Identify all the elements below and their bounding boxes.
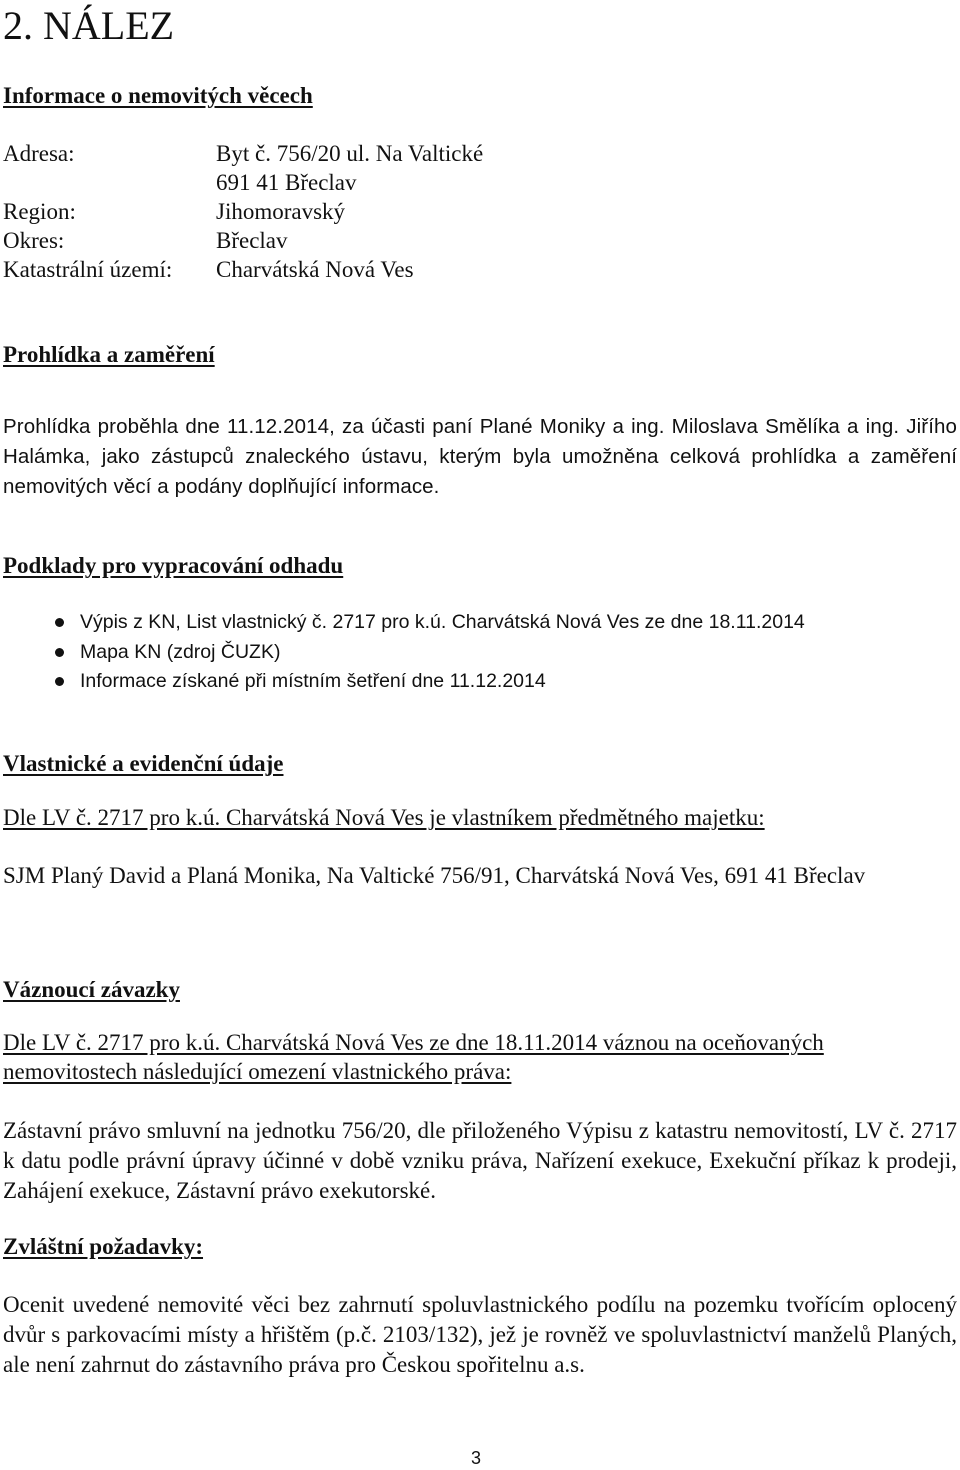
source-item-map bbox=[3, 638, 957, 668]
source-item-site-survey bbox=[3, 667, 957, 697]
district-value: Břeclav bbox=[216, 228, 288, 253]
encumbrances-statement-line-2 bbox=[3, 1057, 511, 1087]
district-label: Okres: bbox=[3, 228, 65, 253]
bullet-icon bbox=[55, 677, 64, 686]
source-item-text: Informace získané při místním šetření dne 11.12.2014 bbox=[80, 670, 546, 692]
bullet-icon bbox=[55, 618, 64, 627]
cadastral-area-value: Charvátská Nová Ves bbox=[216, 257, 414, 282]
ownership-statement-text: Dle LV č. 2717 pro k.ú. Charvátská Nová Ves je vlastníkem předmětného majetku: bbox=[3, 805, 765, 830]
address-street: Byt č. 756/20 ul. Na Valtické bbox=[216, 141, 484, 166]
ownership-statement bbox=[3, 803, 765, 833]
address-row bbox=[3, 139, 523, 197]
region-label: Region: bbox=[3, 199, 76, 224]
cadastral-area-row bbox=[3, 255, 523, 284]
page-number: 3 bbox=[471, 1448, 482, 1468]
sources-heading: Podklady pro vypracování odhadu bbox=[3, 553, 344, 578]
encumbrances-heading: Váznoucí závazky bbox=[3, 977, 180, 1002]
property-info-grid bbox=[3, 139, 523, 284]
property-info-heading: Informace o nemovitých věcech bbox=[3, 83, 313, 108]
district-row bbox=[3, 226, 523, 255]
source-item-text: Mapa KN (zdroj ČUZK) bbox=[80, 640, 281, 663]
special-requirements-paragraph: Ocenit uvedené nemovité věci bez zahrnutí spoluvlastnického podílu na pozemku tvořícím oplocený dvůr s parkovacími místy a hřištěm (p.č. 2103/132), jež je rovněž ve spoluvlastnictví manželů Planých, ale není zahrnut do zástavního práva pro Českou spořitelnu a.s. bbox=[3, 1292, 957, 1377]
region-row bbox=[3, 197, 523, 226]
special-requirements-heading: Zvláštní požadavky: bbox=[3, 1234, 204, 1259]
document-heading: 2. NÁLEZ bbox=[3, 3, 175, 48]
address-label: Adresa: bbox=[3, 141, 75, 166]
source-item-land-register bbox=[3, 608, 957, 638]
inspection-paragraph: Prohlídka proběhla dne 11.12.2014, za účasti paní Plané Moniky a ing. Miloslava Smělíka a ing. Jiřího Halámka, jako zástupců znaleckého ústavu, kterým byla umožněna celková prohlídka a zaměření nemovitých věcí a podány doplňující informace. bbox=[3, 415, 957, 498]
inspection-heading: Prohlídka a zaměření bbox=[3, 342, 215, 367]
encumbrances-details: Zástavní právo smluvní na jednotku 756/20, dle přiloženého Výpisu z katastru nemovitostí, LV č. 2717 k datu podle právní úpravy účinné v době vzniku práva, Nařízení exekuce, Exekuční příkaz k prodeji, Zahájení exekuce, Zástavní právo exekutorské. bbox=[3, 1118, 957, 1203]
encumbrances-statement-line-1 bbox=[3, 1028, 824, 1058]
cadastral-area-label: Katastrální území: bbox=[3, 257, 173, 282]
encumbrances-statement-text-2: nemovitostech následující omezení vlastnického práva: bbox=[3, 1059, 512, 1084]
address-value bbox=[216, 139, 483, 197]
encumbrances-statement-text-1: Dle LV č. 2717 pro k.ú. Charvátská Nová Ves ze dne 18.11.2014 váznou na oceňovaných bbox=[3, 1030, 824, 1055]
sources-list bbox=[3, 608, 957, 697]
ownership-heading: Vlastnické a evidenční údaje bbox=[3, 751, 284, 776]
owner-paragraph: SJM Planý David a Planá Monika, Na Valtické 756/91, Charvátská Nová Ves, 691 41 Břeclav bbox=[3, 863, 866, 888]
address-postal-city: 691 41 Břeclav bbox=[216, 170, 357, 195]
source-item-text: Výpis z KN, List vlastnický č. 2717 pro k.ú. Charvátská Nová Ves ze dne 18.11.2014 bbox=[80, 611, 805, 633]
bullet-icon bbox=[55, 648, 64, 657]
region-value: Jihomoravský bbox=[216, 199, 346, 224]
